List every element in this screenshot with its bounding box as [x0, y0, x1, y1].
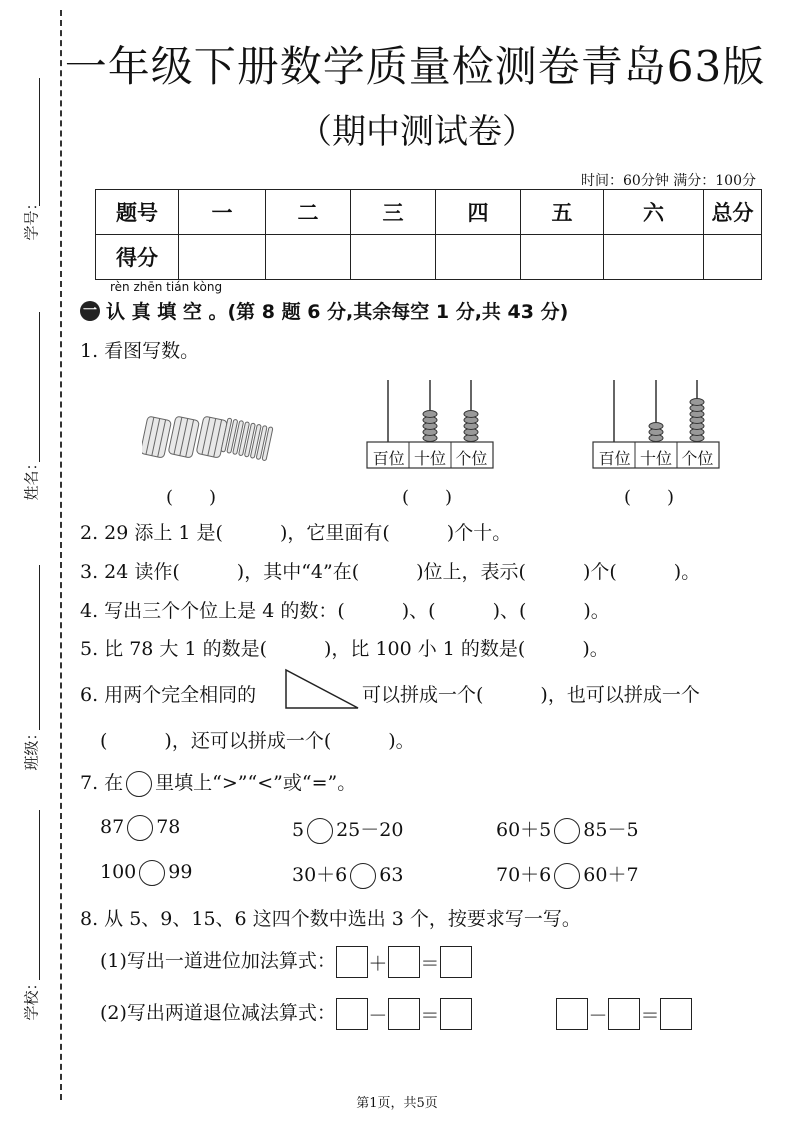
abacus-label: 十位 — [639, 449, 672, 468]
circle-icon — [126, 771, 152, 797]
side-label-name: 姓名： — [22, 455, 41, 501]
answer-box[interactable] — [388, 946, 420, 978]
compare-item-4: 100 99 — [100, 860, 192, 886]
abacus-label: 百位 — [598, 449, 631, 468]
score-cell[interactable] — [521, 235, 604, 280]
abacus-label: 十位 — [413, 449, 446, 468]
page-subtitle: （期中测试卷） — [298, 112, 536, 152]
score-header-cell: 一 — [179, 190, 266, 235]
score-table — [95, 189, 762, 280]
time-info: 时间：60分钟 满分：100分 — [581, 173, 756, 189]
compare-item-2: 5 25－20 — [292, 815, 403, 844]
answer-blank-q1-2[interactable]: ( ) — [402, 487, 453, 508]
answer-box[interactable] — [440, 946, 472, 978]
answer-box[interactable] — [440, 998, 472, 1030]
question-5: 5. 比 78 大 1 的数是( )，比 100 小 1 的数是( )。 — [80, 638, 609, 660]
compare-circle[interactable] — [307, 818, 333, 844]
compare-item-6: 70＋6 60＋7 — [496, 860, 639, 889]
answer-blank-q1-1[interactable]: ( ) — [166, 487, 217, 508]
binding-dashed-line — [60, 10, 62, 1100]
score-header-cell: 六 — [604, 190, 704, 235]
right-triangle-image — [284, 668, 360, 710]
score-cell[interactable] — [604, 235, 704, 280]
section-pinyin: rèn zhēn tián kòng — [110, 280, 223, 294]
question-1: 1. 看图写数。 — [80, 340, 200, 362]
question-6-part-2: 可以拼成一个( )，也可以拼成一个 — [362, 684, 700, 706]
answer-box[interactable] — [608, 998, 640, 1030]
counting-sticks-image — [142, 412, 282, 462]
abacus-labels-1 — [368, 446, 492, 469]
score-header-cell: 三 — [351, 190, 436, 235]
compare-circle[interactable] — [554, 818, 580, 844]
score-cell[interactable] — [436, 235, 521, 280]
answer-box[interactable] — [336, 998, 368, 1030]
answer-box[interactable] — [388, 998, 420, 1030]
abacus-label: 个位 — [455, 449, 488, 468]
score-header-cell: 总分 — [704, 190, 762, 235]
score-row-label: 得分 — [96, 235, 179, 280]
side-line-class — [39, 565, 40, 730]
abacus-label: 个位 — [681, 449, 714, 468]
score-header-cell: 四 — [436, 190, 521, 235]
answer-box[interactable] — [336, 946, 368, 978]
answer-blank-q1-3[interactable]: ( ) — [624, 487, 675, 508]
score-cell[interactable] — [266, 235, 351, 280]
question-8-2: (2)写出两道退位减法算式： － ＝ — [100, 998, 472, 1030]
page-footer: 第1页，共5页 — [356, 1096, 438, 1111]
abacus-label: 百位 — [372, 449, 405, 468]
question-2: 2. 29 添上 1 是( )，它里面有( )个十。 — [80, 522, 512, 544]
question-3: 3. 24 读作( )，其中“4”在( )位上，表示( )个( )。 — [80, 561, 701, 583]
compare-circle[interactable] — [139, 860, 165, 886]
section-title: 认 真 填 空 。(第 8 题 6 分,其余每空 1 分,共 43 分) — [106, 301, 569, 323]
page-title: 一年级下册数学质量检测卷青岛63版 — [64, 42, 766, 91]
section-heading — [80, 297, 568, 324]
question-8: 8. 从 5、9、15、6 这四个数中选出 3 个，按要求写一写。 — [80, 908, 581, 930]
score-table-header-row — [96, 190, 762, 235]
question-6-part-3: ( )，还可以拼成一个( )。 — [100, 730, 415, 752]
compare-item-1: 87 78 — [100, 815, 180, 841]
compare-item-5: 30＋6 63 — [292, 860, 403, 889]
question-8-1: (1)写出一道进位加法算式： ＋ ＝ — [100, 946, 472, 978]
abacus-labels-2 — [594, 446, 718, 469]
score-cell[interactable] — [179, 235, 266, 280]
score-table-score-row — [96, 235, 762, 280]
side-label-student-id: 学号： — [22, 195, 41, 241]
section-number-badge: 一 — [80, 301, 100, 321]
answer-box[interactable] — [660, 998, 692, 1030]
score-cell[interactable] — [704, 235, 762, 280]
score-cell[interactable] — [351, 235, 436, 280]
side-label-class: 班级： — [22, 725, 41, 771]
side-line-name — [39, 312, 40, 462]
compare-item-3: 60＋5 85－5 — [496, 815, 639, 844]
question-7: 7. 在 里填上“>”“<”或“=”。 — [80, 768, 356, 797]
question-4: 4. 写出三个个位上是 4 的数：( )、( )、( )。 — [80, 600, 610, 622]
question-8-2-second: － ＝ — [556, 998, 692, 1030]
side-line-school — [39, 810, 40, 980]
compare-circle[interactable] — [554, 863, 580, 889]
score-header-cell: 五 — [521, 190, 604, 235]
score-header-cell: 二 — [266, 190, 351, 235]
question-6-part-1: 6. 用两个完全相同的 — [80, 684, 257, 706]
side-label-school: 学校： — [22, 975, 41, 1021]
compare-circle[interactable] — [350, 863, 376, 889]
compare-circle[interactable] — [127, 815, 153, 841]
score-header-cell: 题号 — [96, 190, 179, 235]
answer-box[interactable] — [556, 998, 588, 1030]
